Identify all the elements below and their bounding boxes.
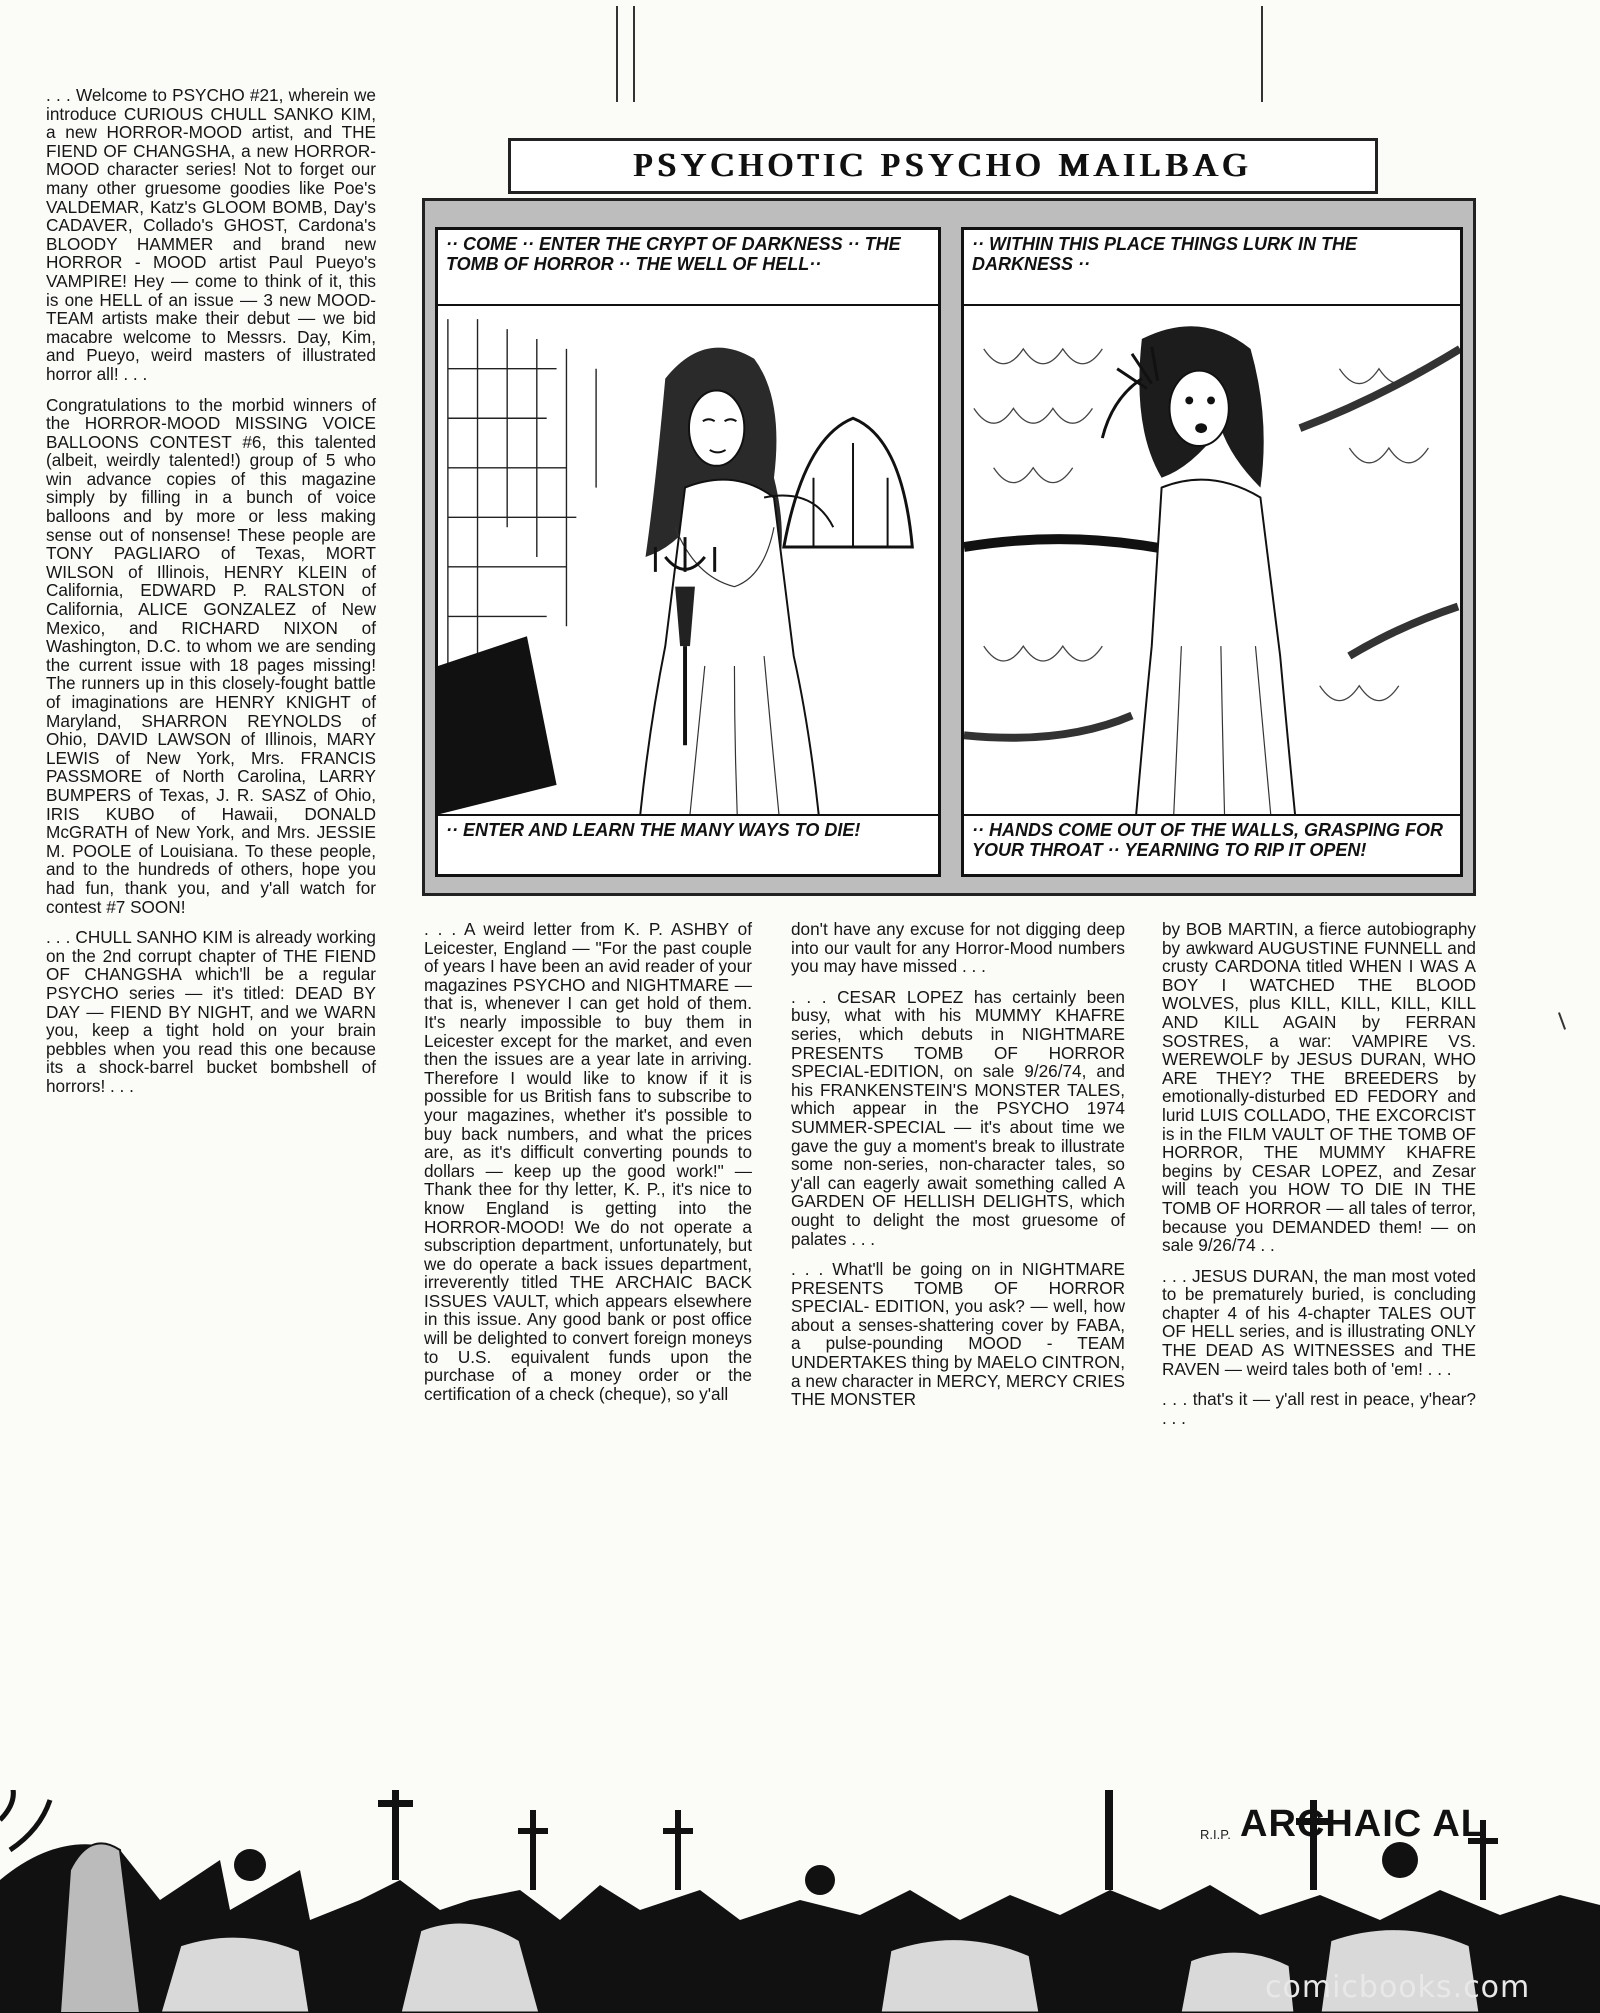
paragraph: . . . JESUS DURAN, the man most voted to be prematurely buried, is concluding chapter 4 of his 4-chapter TALES OUT OF HELL series, and is illustrating ONLY THE DEAD AS WITNESSES and THE RAVEN — weird tales both of 'em! . . .	[1162, 1265, 1476, 1379]
editorial-column-3	[791, 920, 1125, 1421]
crop-mark	[633, 6, 635, 102]
paragraph: Congratulations to the morbid winners of the HORROR-MOOD MISSING VOICE BALLOONS CONTEST #6, this talented (albeit, weirdly talented!) group of 5 who win advance copies of this magazine simply by filling in a bunch of voice balloons and by more or less making sense out of nonsense! These people are TONY PAGLIARO of Texas, MORT WILSON of Illinois, HENRY KLEIN of California, EDWARD P. RALSTON of California, ALICE GONZALEZ of New Mexico, and RICHARD NIXON of Washington, D.C. to whom we are sending the current issue with 18 pages missing! The runners up in this closely-fought battle of imaginations are HENRY KNIGHT of Maryland, SHARRON REYNOLDS of Ohio, DAVID LAWSON of Illinois, MARY LEWIS of New York, Mrs. FRANCIS PASSMORE of North Carolina, LARRY BUMPERS of Texas, J. R. SASZ of Ohio, IRIS KUBO of Hawaii, DONALD McGRATH of New York, and Mrs. JESSIE M. POOLE of Louisiana. To these people, and to the hundreds of others, hope you had fun, thank you, and y'all watch for contest #7 SOON!	[46, 394, 376, 917]
crop-mark	[1261, 6, 1263, 102]
mailbag-title-box	[508, 138, 1378, 194]
crop-mark	[616, 6, 618, 102]
paragraph: . . . What'll be going on in NIGHTMARE PRESENTS TOMB OF HORROR SPECIAL- EDITION, you ask? — well, how about a senses-shattering cover by FABA, a pulse-pounding MOOD - TEAM UNDERTAKES thing by MAELO CINTRON, a new character in MERCY, MERCY CRIES THE MONSTER	[791, 1259, 1125, 1410]
paragraph: . . . CESAR LOPEZ has certainly been busy, what with his MUMMY KHAFRE series, which debuts in NIGHTMARE PRESENTS TOMB OF HORROR SPECIAL-EDITION, on sale 9/26/74, and his FRANKENSTEIN'S MONSTER TALES, which appear in the PSYCHO 1974 SUMMER-SPECIAL — it's about time we gave the guy a moment's break to illustrate some non-series, non-character tales, so y'all can eagerly await something called A GARDEN OF HELLISH DELIGHTS, which ought to delight the most gruesome of palates . . .	[791, 986, 1125, 1249]
rip-label: R.I.P.	[1200, 1827, 1231, 1842]
panel-illustration-woman-with-candelabra	[438, 230, 938, 874]
editorial-column-4	[1162, 920, 1476, 1439]
paragraph: . . . Welcome to PSYCHO #21, wherein we introduce CURIOUS CHULL SANKO KIM, a new HORROR-MOOD artist, and THE FIEND OF CHANGSHA, a new HORROR-MOOD character series! Not to forget our many other gruesome goodies like Poe's VALDEMAR, Katz's GLOOM BOMB, Day's CADAVER, Collado's GHOST, Cardona's BLOODY HAMMER and brand new HORROR - MOOD artist Paul Pueyo's VAMPIRE! Hey — come to think of it, this is one HELL of an issue — 3 new MOOD-TEAM artists make their debut — we bid macabre welcome to Messrs. Day, Kim, and Pueyo, weird masters of illustrated horror all! . . .	[46, 85, 376, 384]
paragraph: . . . CHULL SANHO KIM is already working on the 2nd corrupt chapter of THE FIEND OF CHANGSHA which'll be a regular PSYCHO series — it's titled: DEAD BY DAY — FIEND BY NIGHT, and we WARN you, keep a tight hold on your brain pebbles when you read this one because its a shock-barrel bucket bombshell of horrors! . . .	[46, 927, 376, 1096]
paragraph: by BOB MARTIN, a fierce autobiography by awkward AUGUSTINE FUNNELL and crusty CARDONA titled WHEN I WAS A BOY I WATCHED THE BLOOD WOLVES, plus KILL, KILL, KILL, KILL AND KILL AGAIN by FERRAN SOSTRES, a war: VAMPIRE VS. WEREWOLF by JESUS DURAN, WHO ARE THEY? THE BREEDERS by emotionally-disturbed ED FEDORY and lurid LUIS COLLADO, THE EXCORCIST is in the FILM VAULT OF THE TOMB OF HORROR, THE MUMMY KHAFRE begins by CESAR LOPEZ, and Zesar will teach you HOW TO DIE IN THE TOMB OF HORROR — all tales of terror, because you DEMANDED them! — on sale 9/26/74 . .	[1162, 919, 1476, 1256]
caption-bottom-left: ·· ENTER AND LEARN THE MANY WAYS TO DIE!	[438, 814, 938, 874]
caption-top-right: ·· WITHIN THIS PLACE THINGS LURK IN THE DARKNESS ··	[964, 230, 1460, 306]
editorial-column-1	[46, 86, 376, 1107]
comic-panel-left	[435, 227, 941, 877]
comic-panel-right	[961, 227, 1463, 877]
crop-mark	[1558, 1012, 1566, 1030]
panel-illustration-hands-from-walls	[964, 230, 1460, 874]
paragraph: . . . that's it — y'all rest in peace, y'hear? . . .	[1162, 1389, 1476, 1428]
paragraph: . . . A weird letter from K. P. ASHBY of Leicester, England — "For the past couple of years I have been an avid reader of your magazines PSYCHO and NIGHTMARE — that is, whenever I can get hold of them. It's nearly impossible to buy them in Leicester except for the market, and even then the issues are a year late in arriving. Therefore I would like to know if it is possible for us British fans to subscribe to your magazines, whether it's possible to buy back numbers, and what the prices are, as it's difficult converting pounds to dollars — keep up the good work!" — Thank thee for thy letter, K. P., it's nice to know England is getting into the HORROR-MOOD! We do not operate a subscription department, unfortunately, but we do operate a back issues department, irreverently titled THE ARCHAIC BACK ISSUES VAULT, which appears elsewhere in this issue. Any good bank or post office will be delighted to convert foreign moneys to U.S. equivalent funds upon the purchase of a money order or the certification of a check (cheque), so y'all	[424, 919, 752, 1404]
editor-signature: ARCHAIC AL	[1240, 1803, 1486, 1845]
caption-top-left: ·· COME ·· ENTER THE CRYPT OF DARKNESS ·· THE TOMB OF HORROR ·· THE WELL OF HELL··	[438, 230, 938, 306]
watermark: comicbooks.com	[1265, 1970, 1531, 2005]
editorial-column-2	[424, 920, 752, 1415]
mailbag-title: PSYCHOTIC PSYCHO MAILBAG	[633, 147, 1253, 184]
caption-bottom-right: ·· HANDS COME OUT OF THE WALLS, GRASPING FOR YOUR THROAT ·· YEARNING TO RIP IT OPEN!	[964, 814, 1460, 874]
comic-strip-frame	[422, 198, 1476, 896]
paragraph: don't have any excuse for not digging deep into our vault for any Horror-Mood numbers you may have missed . . .	[791, 919, 1125, 977]
